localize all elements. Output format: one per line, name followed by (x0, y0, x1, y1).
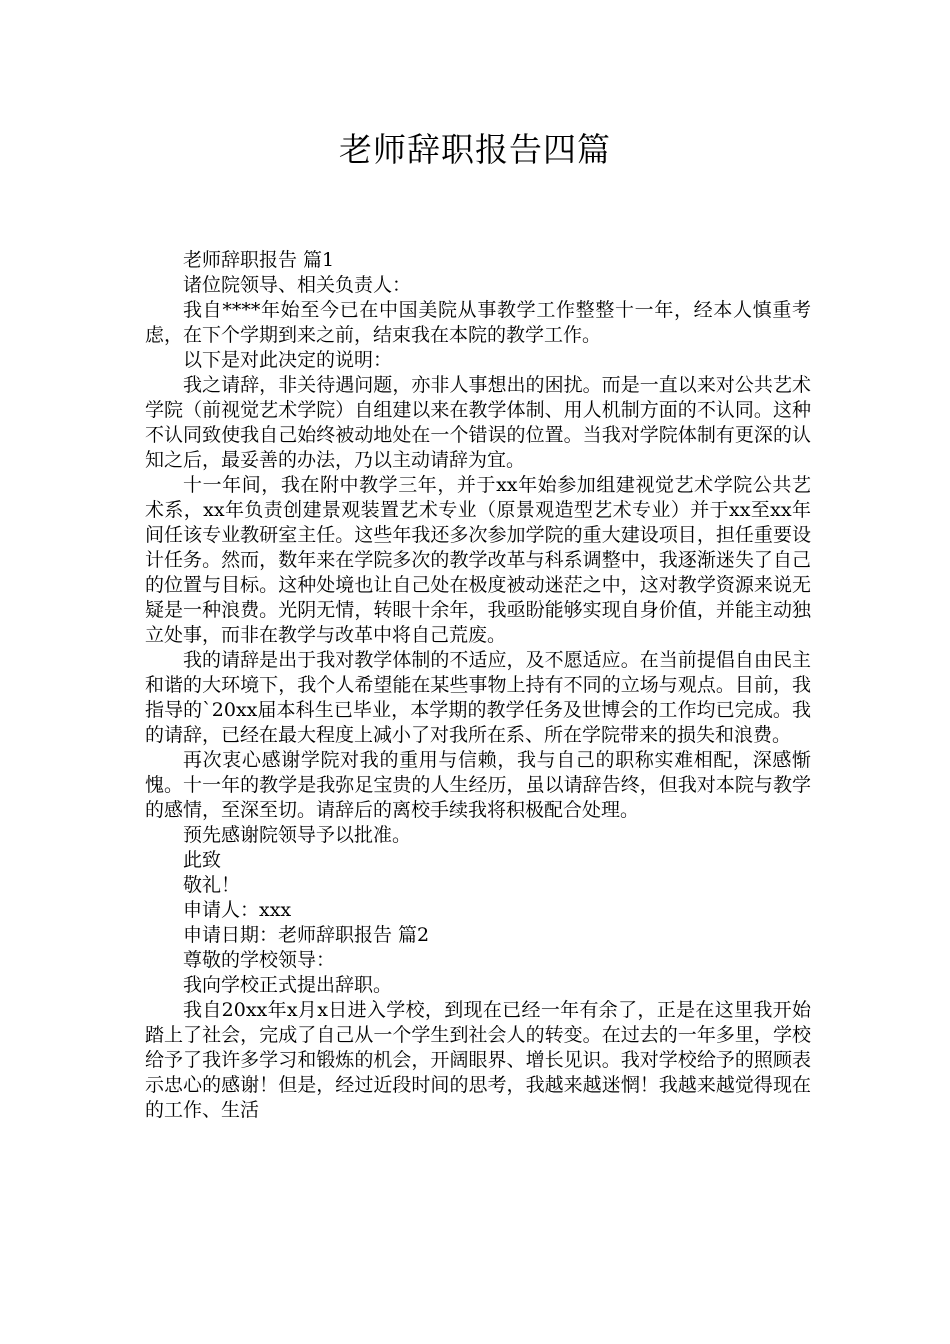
closing-line: 此致 (183, 849, 222, 871)
date-line: 申请日期：老师辞职报告 篇2 (183, 924, 430, 946)
document-title: 老师辞职报告四篇 (339, 130, 611, 169)
body-paragraph: 我自20xx年x月x日进入学校，到现在已经一年有余了，正是在这里我开始踏上了社会，完成了自己从一个学生到社会人的转变。在过去的一年多里，学校给予了我许多学习和锻炼的机会，开阔眼界、增长见识。我对学校给予的照顾表示忠心的感谢！但是，经过近段时间的思考，我越来越迷惘！我越来越觉得现在的工作、生活 (145, 999, 811, 1121)
body-paragraph: 预先感谢院领导予以批准。 (183, 824, 412, 846)
applicant-line: 申请人：xxx (183, 899, 292, 921)
document-body (145, 248, 811, 1123)
body-paragraph: 我之请辞，非关待遇问题，亦非人事想出的困扰。而是一直以来对公共艺术学院（前视觉艺术学院）自组建以来在教学体制、用人机制方面的不认同。这种不认同致使我自己始终被动地处在一个错误的位置。当我对学院体制有更深的认知之后，最妥善的办法，乃以主动请辞为宜。 (145, 374, 811, 471)
salutation: 诸位院领导、相关负责人： (183, 274, 412, 296)
salutation: 尊敬的学校领导： (183, 949, 336, 971)
section-heading-1: 老师辞职报告 篇1 (183, 249, 335, 271)
body-paragraph: 再次衷心感谢学院对我的重用与信赖，我与自己的职称实难相配，深感惭愧。十一年的教学是我弥足宝贵的人生经历，虽以请辞告终，但我对本院与教学的感情，至深至切。请辞后的离校手续我将积极配合处理。 (145, 749, 811, 821)
body-paragraph: 十一年间，我在附中教学三年，并于xx年始参加组建视觉艺术学院公共艺术系，xx年负责创建景观装置艺术专业（原景观造型艺术专业）并于xx至xx年间任该专业教研室主任。这些年我还多次参加学院的重大建设项目，担任重要设计任务。然而，数年来在学院多次的教学改革与科系调整中，我逐渐迷失了自己的位置与目标。这种处境也让自己处在极度被动迷茫之中，这对教学资源来说无疑是一种浪费。光阴无情，转眼十余年，我亟盼能够实现自身价值，并能主动独立处事，而非在教学与改革中将自己荒废。 (145, 474, 811, 646)
body-paragraph: 我的请辞是出于我对教学体制的不适应，及不愿适应。在当前提倡自由民主和谐的大环境下，我个人希望能在某些事物上持有不同的立场与观点。目前，我指导的`20xx届本科生已毕业，本学期的教学任务及世博会的工作均已完成。我的请辞，已经在最大程度上减小了对我所在系、所在学院带来的损失和浪费。 (145, 649, 811, 746)
closing-line: 敬礼！ (183, 874, 241, 896)
body-paragraph: 我自****年始至今已在中国美院从事教学工作整整十一年，经本人慎重考虑，在下个学期到来之前，结束我在本院的教学工作。 (145, 299, 811, 346)
body-paragraph: 以下是对此决定的说明： (183, 349, 393, 371)
body-paragraph: 我向学校正式提出辞职。 (183, 974, 393, 996)
